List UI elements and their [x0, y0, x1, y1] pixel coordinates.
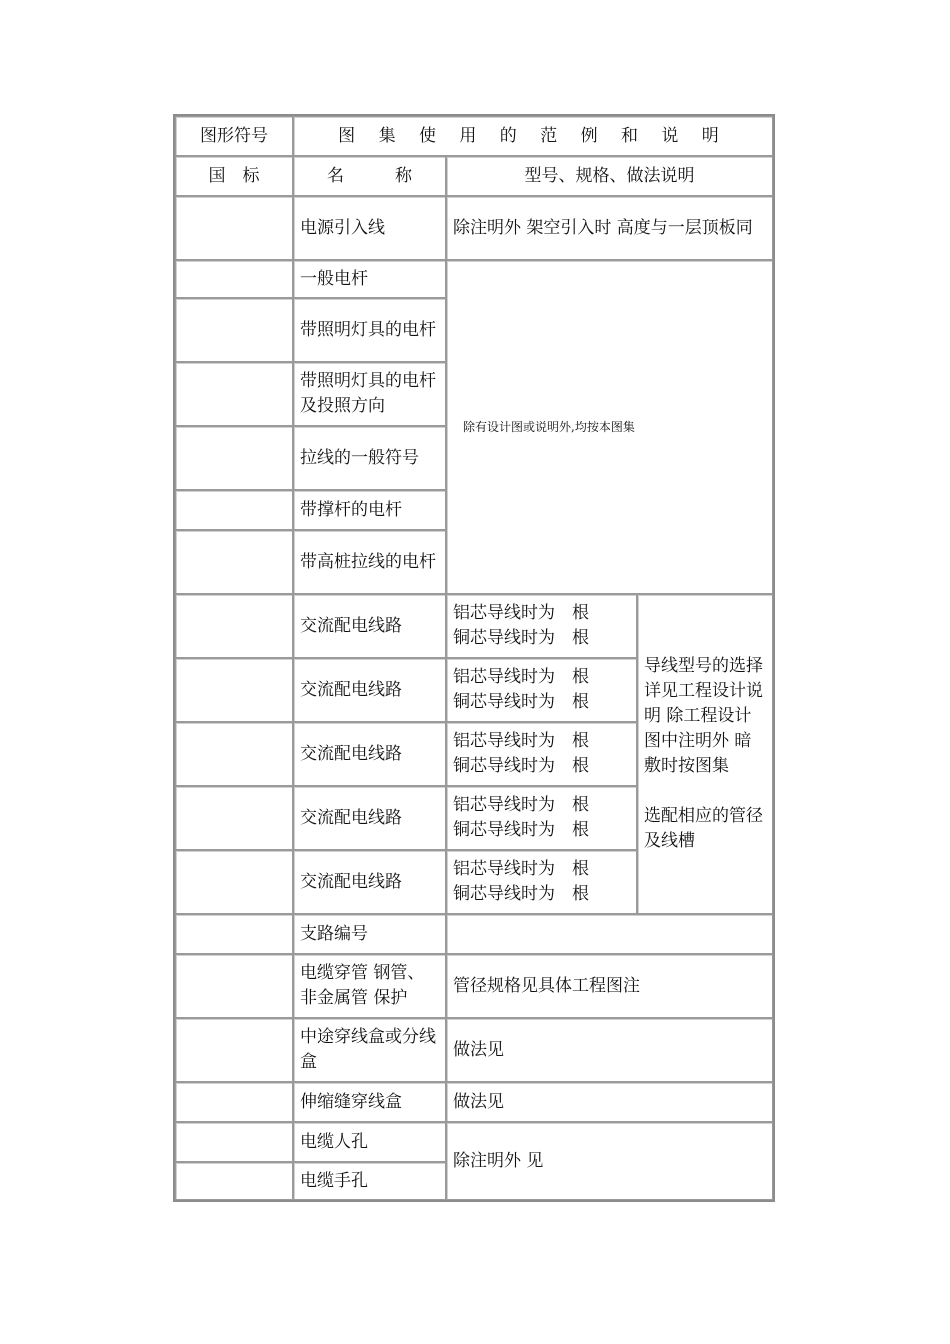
ac-spec-cell: 铝芯导线时为 根 铜芯导线时为 根 — [446, 850, 637, 914]
subheader-spec: 型号、规格、做法说明 — [446, 156, 773, 196]
symbol-cell — [175, 196, 293, 260]
name-cell: 中途穿线盒或分线盒 — [293, 1018, 446, 1082]
name-cell: 电缆穿管 钢管、非金属管 保护 — [293, 954, 446, 1018]
name-cell: 电源引入线 — [293, 196, 446, 260]
name-cell: 伸缩缝穿线盒 — [293, 1082, 446, 1122]
symbol-cell — [175, 362, 293, 426]
spec-cell: 管径规格见具体工程图注 — [446, 954, 773, 1018]
symbol-cell — [175, 954, 293, 1018]
ac-spec-cell: 铝芯导线时为 根 铜芯导线时为 根 — [446, 786, 637, 850]
pole-spec-cell: 除有设计图或说明外,均按本图集 — [446, 260, 773, 594]
spec-cell: 做法见 — [446, 1018, 773, 1082]
ac-note-cell: 导线型号的选择详见工程设计说明 除工程设计图中注明外 暗敷时按图集 选配相应的管径及线槽 — [637, 594, 773, 914]
name-cell: 电缆手孔 — [293, 1162, 446, 1200]
name-cell: 拉线的一般符号 — [293, 426, 446, 490]
subheader-name: 名 称 — [293, 156, 446, 196]
symbol-cell — [175, 658, 293, 722]
ac-spec-cell: 铝芯导线时为 根 铜芯导线时为 根 — [446, 658, 637, 722]
symbol-cell — [175, 914, 293, 954]
symbol-cell — [175, 426, 293, 490]
ac-spec-cell: 铝芯导线时为 根 铜芯导线时为 根 — [446, 722, 637, 786]
name-cell: 一般电杆 — [293, 260, 446, 298]
spec-cell — [446, 914, 773, 954]
symbol-cell — [175, 530, 293, 594]
name-cell: 交流配电线路 — [293, 658, 446, 722]
spec-cell: 除注明外 架空引入时 高度与一层顶板同 — [446, 196, 773, 260]
symbol-cell — [175, 1162, 293, 1200]
symbol-cell — [175, 722, 293, 786]
symbol-cell — [175, 1082, 293, 1122]
spec-cell: 做法见 — [446, 1082, 773, 1122]
subheader-national-std: 国 标 — [175, 156, 293, 196]
name-cell: 带撑杆的电杆 — [293, 490, 446, 530]
symbol-table — [173, 114, 775, 1202]
symbol-cell — [175, 260, 293, 298]
name-cell: 交流配电线路 — [293, 786, 446, 850]
name-cell: 带照明灯具的电杆及投照方向 — [293, 362, 446, 426]
name-cell: 交流配电线路 — [293, 850, 446, 914]
symbol-cell — [175, 850, 293, 914]
symbol-cell — [175, 298, 293, 362]
symbol-cell — [175, 1122, 293, 1162]
symbol-cell — [175, 490, 293, 530]
name-cell: 支路编号 — [293, 914, 446, 954]
ac-spec-cell: 铝芯导线时为 根 铜芯导线时为 根 — [446, 594, 637, 658]
header-title: 图 集 使 用 的 范 例 和 说 明 — [293, 116, 773, 156]
spec-cell: 除注明外 见 — [446, 1122, 773, 1200]
symbol-cell — [175, 594, 293, 658]
header-symbol: 图形符号 — [175, 116, 293, 156]
symbol-cell — [175, 786, 293, 850]
name-cell: 交流配电线路 — [293, 722, 446, 786]
name-cell: 带高桩拉线的电杆 — [293, 530, 446, 594]
name-cell: 带照明灯具的电杆 — [293, 298, 446, 362]
symbol-cell — [175, 1018, 293, 1082]
name-cell: 电缆人孔 — [293, 1122, 446, 1162]
name-cell: 交流配电线路 — [293, 594, 446, 658]
